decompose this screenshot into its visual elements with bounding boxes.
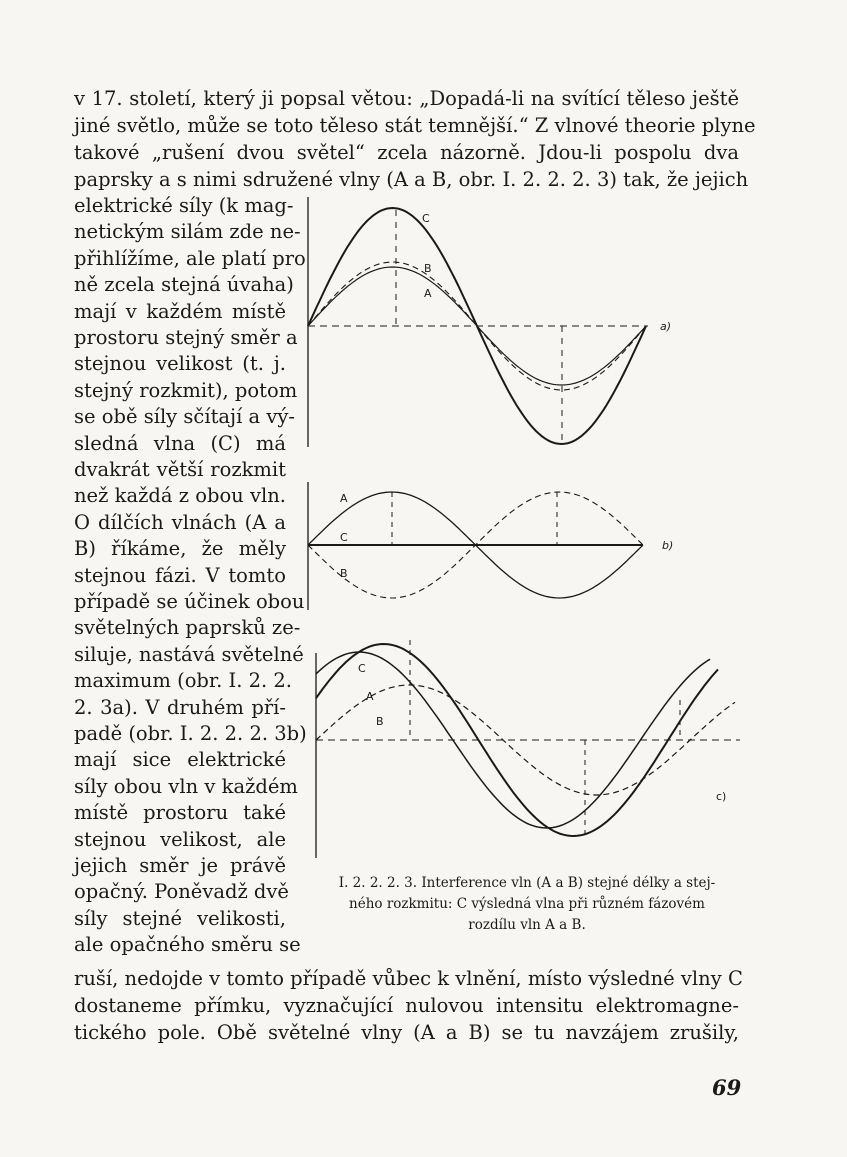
side-text-line: se obě síly sčítají a vý- [74, 405, 295, 429]
side-text-line: siluje, nastává světelné [74, 642, 304, 666]
label-c-c: C [358, 662, 366, 675]
side-text-line: B) říkáme, že měly [74, 537, 286, 561]
side-text-line: maximum (obr. I. 2. 2. [74, 669, 293, 693]
side-text-line: ale opačného směru se [74, 933, 301, 957]
side-text-line: elektrické síly (k mag- [74, 194, 294, 217]
panel-label-c: c) [716, 790, 727, 803]
side-text-line: stejný rozkmit), potom [74, 378, 298, 402]
label-c-b: B [376, 715, 384, 728]
side-text-line: mají sice elektrické [74, 748, 286, 772]
side-text-line: stejnou fázi. V tomto [74, 563, 286, 587]
side-text-line: stejnou velikost, ale [74, 827, 286, 851]
label-a-c: C [422, 212, 430, 225]
side-text-line: přihlížíme, ale platí pro [74, 246, 306, 270]
side-text-line: případě se účinek obou [74, 590, 305, 613]
side-text-line: opačný. Poněvadž dvě [74, 880, 289, 904]
label-a-b: B [424, 262, 432, 275]
side-text-line: světelných paprsků ze- [74, 616, 301, 640]
panel-label-a: a) [660, 320, 672, 333]
page-number: 69 [712, 1075, 742, 1100]
side-text-line: padě (obr. I. 2. 2. 2. 3b) [74, 722, 307, 745]
label-b-a: A [340, 492, 348, 505]
side-text-line: 2. 3a). V druhém pří- [74, 695, 286, 719]
side-text-line: dvakrát větší rozkmit [74, 458, 286, 481]
text-line: tického pole. Obě světelné vlny (A a B) se tu navzájem zrušily, [74, 1021, 739, 1044]
side-text-line: prostoru stejný směr a [74, 326, 298, 349]
side-text-line: ně zcela stejná úvaha) [74, 273, 294, 297]
side-text-line: netickým silám zde ne- [74, 220, 301, 244]
side-text-line: sledná vlna (C) má [74, 431, 286, 455]
side-text-line: jejich směr je právě [74, 854, 286, 877]
figure-caption-line: rozdílu vln A a B. [468, 917, 586, 933]
figure-caption-line: I. 2. 2. 2. 3. Interference vln (A a B) stejné délky a stej- [338, 875, 716, 891]
label-a-a: A [424, 287, 432, 300]
label-b-b: B [340, 567, 348, 580]
side-text-line: mají v každém místě [74, 299, 286, 323]
side-text-line: stejnou velikost (t. j. [74, 352, 286, 376]
side-text-line: místě prostoru také [74, 801, 286, 825]
side-text-line: O dílčích vlnách (A a [74, 510, 286, 534]
text-line: ruší, nedojde v tomto případě vůbec k vlnění, místo výsledné vlny C [74, 967, 743, 990]
text-line: jiné světlo, může se toto těleso stát temnější.“ Z vlnové theorie plyne [74, 114, 756, 137]
text-line: v 17. století, který ji popsal větou: „Dopadá-li na svítící těleso ještě [74, 87, 739, 110]
label-b-c: C [340, 531, 348, 544]
panel-label-b: b) [662, 539, 674, 552]
text-line: dostaneme přímku, vyznačující nulovou intensitu elektromagne- [74, 994, 739, 1017]
label-c-a: A [366, 690, 374, 703]
side-text-line: síly stejné velikosti, [74, 906, 286, 930]
interference-figure [300, 190, 750, 870]
figure-caption-line: ného rozkmitu: C výsledná vlna při různém fázovém [349, 896, 705, 912]
side-text-line: síly obou vln v každém [74, 774, 298, 798]
side-text-line: než každá z obou vln. [74, 484, 286, 508]
text-line: paprsky a s nimi sdružené vlny (A a B, obr. I. 2. 2. 2. 3) tak, že jejich [74, 168, 749, 191]
text-line: takové „rušení dvou světel“ zcela názorně. Jdou-li pospolu dva [74, 141, 739, 164]
